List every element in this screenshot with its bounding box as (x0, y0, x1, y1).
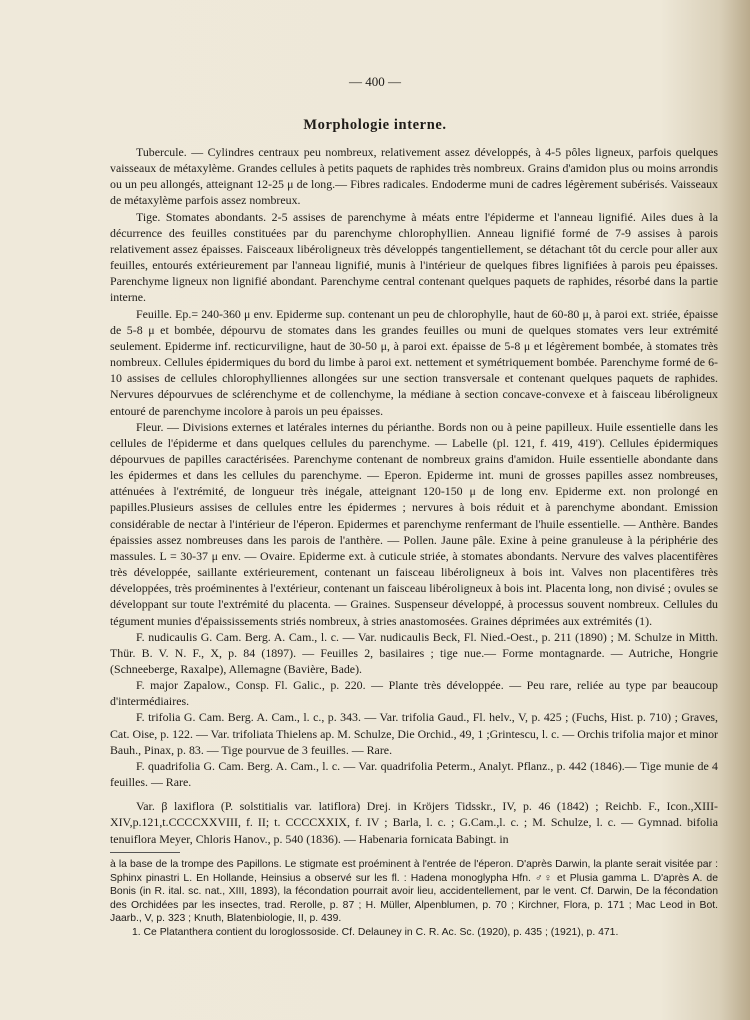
paragraph-f-trifolia: F. trifolia G. Cam. Berg. A. Cam., l. c., p. 343. — Var. trifolia Gaud., Fl. helv., V, p. 425 ; (Fuchs, Hist. p. 710) ; Graves, Cat. Oise, p. 122. — Var. trifoliata Thielens ap. M. Schulze, Die Orchid., 49, 1 ;Grintescu, l. c. — Orchis trifolia major et minor Bauh., Pinax, p. 83. — Tige pourvue de 3 feuilles. — Rare. (110, 710, 718, 757)
footnotes (110, 858, 718, 940)
paragraph-tige: Tige. Stomates abondants. 2-5 assises de parenchyme à méats entre l'épiderme et l'anneau lignifié. Ailes dues à la décurrence des feuilles constituées par du parenchyme chlorophyllien. Anneau lignifié formé de 7-9 assises à parois relativement assez épaisses. Faisceaux libéroligneux très développés tangentiellement, se détachant tôt du cercle pour aller aux feuilles, entourés extérieurement par l'anneau lignifié, munis à l'intérieur de quelques fibres lignifiées à parois peu épaisses. Parenchyme ligneux non lignifié abondant. Parenchyme central contenant quelques paquets de raphides, résorbé dans la partie interne. (110, 209, 718, 305)
paragraph-tubercule: Tubercule. — Cylindres centraux peu nombreux, relativement assez développés, à 4-5 pôles ligneux, parfois quelques vaisseaux de métaxylème. Grandes cellules à petits paquets de raphides très nombreux. Grains d'amidon plus ou moins arrondis ou un peu allongés, atteignant 12-25 μ de long.— Fibres radicales. Endoderme muni de cadres légèrement subérisés. Vaisseaux de métaxylème parfois assez nombreux. (110, 145, 718, 208)
footnote-1: 1. Ce Platanthera contient du loroglossoside. Cf. Delauney in C. R. Ac. Sc. (1920), p. 435 ; (1921), p. 471. (132, 926, 619, 938)
paragraph-var-laxiflora: Var. β laxiflora (P. solstitialis var. latiflora) Drej. in Kröjers Tidsskr., IV, p. 46 (1842) ; Reichb. F., Icon.,XIII-XIV,p.121,t.CCCCXXVIII, f. II; t. CCCCXXIX, f. IV ; Barla, l. c. ; G.Cam.,l. c. ; M. Schulze, l. c. — Gymnad. bifolia tenuiflora Meyer, Chloris Hanov., p. 540 (1836). — Habenaria fornicata Babingt. in (110, 799, 718, 846)
paragraph-f-nudicaulis: F. nudicaulis G. Cam. Berg. A. Cam., l. c. — Var. nudicaulis Beck, Fl. Nied.-Oest., p. 211 (1890) ; M. Schulze in Mitth. Thür. B. V. N. F., X, p. 84 (1897). — Feuilles 2, basilaires ; tige nue.— Forme montagnarde. — Autriche, Hongrie (Schneeberge, Raxalpe), Allemagne (Bavière, Bade). (110, 629, 718, 676)
section-heading: Morphologie interne. (303, 117, 447, 133)
footnote-divider (110, 852, 180, 853)
paragraph-fleur: Fleur. — Divisions externes et latérales internes du périanthe. Bords non ou à peine papilleux. Huile essentielle dans les cellules de l'épiderme et dans quelques cellules du parenchyme. — Labelle (pl. 121, f. 419, 419'). Cellules épidermiques dépourvues de papilles caractérisées. Parenchyme contenant de nombreux grains d'amidon. Huile essentielle abondante dans les épidermes et dans les cellules du parenchyme. — Eperon. Epiderme int. muni de grosses papilles assez nombreuses, atténuées à l'extrémité, de longueur très inégale, atteignant 120-150 μ de long env. Epiderme ext. non prolongé en papilles.Plusieurs assises de cellules entre les épidermes ; nervures à bois réduit et à parenchyme abondant. Emission considérable de nectar à l'intérieur de l'éperon. Epidermes et parenchyme renfermant de l'huile essentielle. — Anthère. Bandes épaissies assez nombreuses dans les parois de l'anthère. — Pollen. Jaune pâle. Exine à peine granuleuse à la périphérie des massules. L = 30-37 μ env. — Ovaire. Epiderme ext. à cuticule striée, à stomates abondants. Nervure des valves placentifères très développée, saillante extérieurement, contenant un faisceau libéroligneux à bois int. Valves non placentifères très développées, très proéminentes à l'extérieur, contenant un faisceau libéroligneux à bois int. Placenta long, non divisé ; ovules se développant sur toute l'extrémité du placenta. — Graines. Suspenseur développé, à processus souvent nombreux. Cellules du tégument munies d'épaississements striés nombreux, à stries anastomosées. Graines déprimées aux extrémités (1). (110, 419, 718, 628)
body-text (110, 144, 718, 847)
paragraph-f-quadrifolia: F. quadrifolia G. Cam. Berg. A. Cam., l. c. — Var. quadrifolia Peterm., Analyt. Pflanz., p. 442 (1846).— Tige munie de 4 feuilles. — Rare. (110, 758, 718, 790)
footnote-continued: à la base de la trompe des Papillons. Le stigmate est proéminent à l'entrée de l'éperon. D'après Darwin, la plante serait visitée par : Sphinx pinastri L. En Hollande, Heinsius a observé sur les fl. : Hadena monoglypha Hfn. ♂♀ et Plusia gamma L. D'après A. de Bonis (in R. ital. sc. nat., XIII, 1893), la fécondation pourrait avoir lieu, accidentellement, par le vent. Cf. Darwin, De la fécondation des Orchidées par les insectes, trad. Rerolle, p. 87 ; H. Müller, Alpenblumen, p. 70 ; Kirchner, Flora, p. 171 ; Mac Leod in Bot. Jaarb., V, p. 323 ; Knuth, Blatenbiologie, II, p. 439. (110, 859, 718, 925)
page-number: — 400 — (349, 74, 401, 89)
paragraph-f-major: F. major Zapalow., Consp. Fl. Galic., p. 220. — Plante très développée. — Peu rare, reliée au type par beaucoup d'intermédiaires. (110, 678, 718, 709)
paragraph-feuille: Feuille. Ep.= 240-360 μ env. Epiderme sup. contenant un peu de chlorophylle, haut de 60-80 μ, à paroi ext. striée, épaisse de 5-8 μ et bombée, dépourvu de stomates dans les grandes feuilles ou muni de quelques stomates vers leur extrémité seulement. Epiderme inf. recticurviligne, haut de 30-50 μ, à paroi ext. épaisse de 5-8 μ et légèrement bombée, à stomates très nombreux. Cellules épidermiques du bord du limbe à paroi ext. nettement et symétriquement bombée. Parenchyme formé de 6-10 assises de cellules chlorophylliennes allongées sur une section transversale et contenant quelques paquets de raphides. Nervures dépourvues de sclérenchyme et de collenchyme, la médiane à section concave-convexe et à faisceau libéroligneux entouré de parenchyme incolore à parois un peu épaisses. (110, 306, 718, 418)
